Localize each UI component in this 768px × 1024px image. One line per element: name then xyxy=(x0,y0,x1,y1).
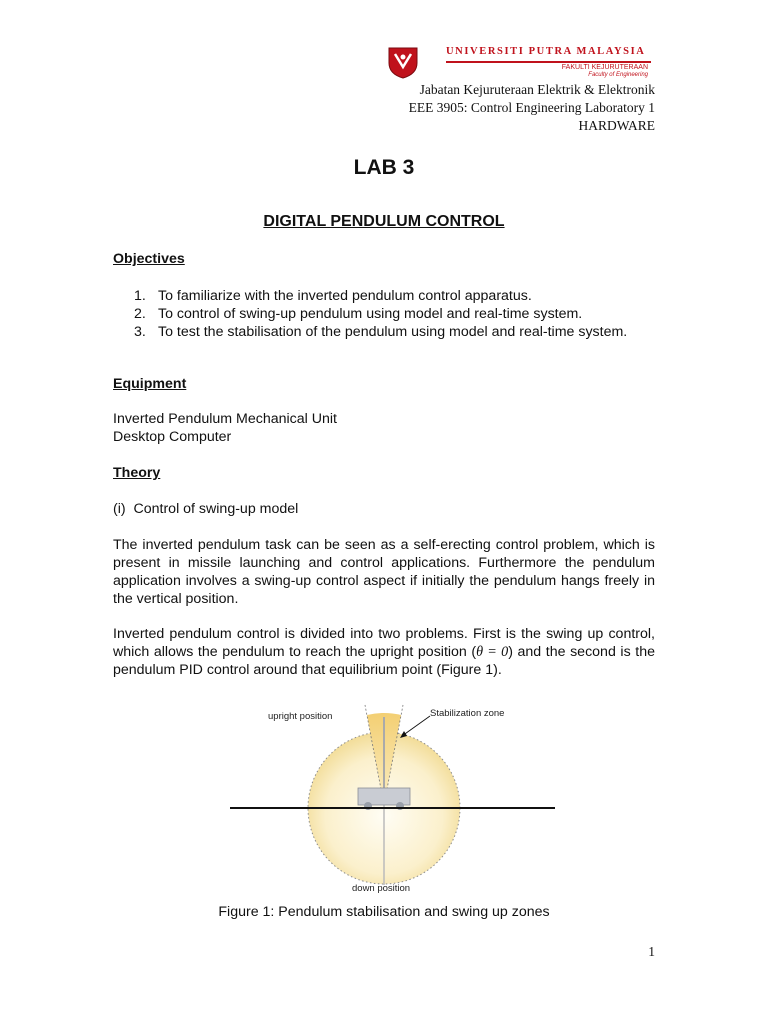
course-name: EEE 3905: Control Engineering Laboratory 1 xyxy=(408,100,655,115)
pendulum-figure xyxy=(222,695,562,895)
stabilization-zone-label: Stabilization zone xyxy=(430,708,505,719)
page-number: 1 xyxy=(648,944,655,959)
section-name: HARDWARE xyxy=(578,118,655,133)
equipment-heading: Equipment xyxy=(113,376,187,392)
down-position-label: down position xyxy=(352,883,411,894)
list-item: 1. To familiarize with the inverted pendulum control apparatus. xyxy=(134,288,532,304)
faculty-name-en: Faculty of Engineering xyxy=(588,72,648,78)
theory-heading: Theory xyxy=(113,465,161,481)
figure-caption: Figure 1: Pendulum stabilisation and swing up zones xyxy=(218,904,550,920)
theory-paragraph: Inverted pendulum control is divided into two problems. First is the swing up control, which allows the pendulum to reach the upright position (θ = 0) and the second is the pendulum PID control around that equilibrium point (Figure 1). xyxy=(113,626,655,678)
lab-subtitle: DIGITAL PENDULUM CONTROL xyxy=(263,213,505,230)
list-item: 3. To test the stabilisation of the pendulum using model and real-time system. xyxy=(134,324,628,340)
upright-position-label: upright position xyxy=(268,711,333,722)
upm-crest-icon xyxy=(386,45,420,79)
equipment-item: Desktop Computer xyxy=(113,429,232,445)
theory-subheading: (i) Control of swing-up model xyxy=(113,501,299,517)
faculty-name: FAKULTI KEJURUTERAAN xyxy=(561,64,648,71)
objectives-list xyxy=(113,287,655,341)
lab-title: LAB 3 xyxy=(353,156,415,179)
cart xyxy=(358,788,410,805)
objectives-heading: Objectives xyxy=(113,251,185,267)
equipment-item: Inverted Pendulum Mechanical Unit xyxy=(113,411,337,427)
university-name: UNIVERSITI PUTRA MALAYSIA xyxy=(446,46,646,57)
logo-divider xyxy=(446,61,651,63)
theory-paragraph: The inverted pendulum task can be seen as a self-erecting control problem, which is present in missile launching and control applications. Furthermore the pendulum application involves a swing-up control aspect if initially the pendulum hangs freely in the vertical position. xyxy=(113,537,655,607)
upm-logo xyxy=(386,45,656,81)
theta-equation: θ = 0 xyxy=(476,644,509,660)
department-name: Jabatan Kejuruteraan Elektrik & Elektronik xyxy=(419,82,655,97)
list-item: 2. To control of swing-up pendulum using model and real-time system. xyxy=(134,306,583,322)
stabilization-arrow xyxy=(402,716,430,736)
